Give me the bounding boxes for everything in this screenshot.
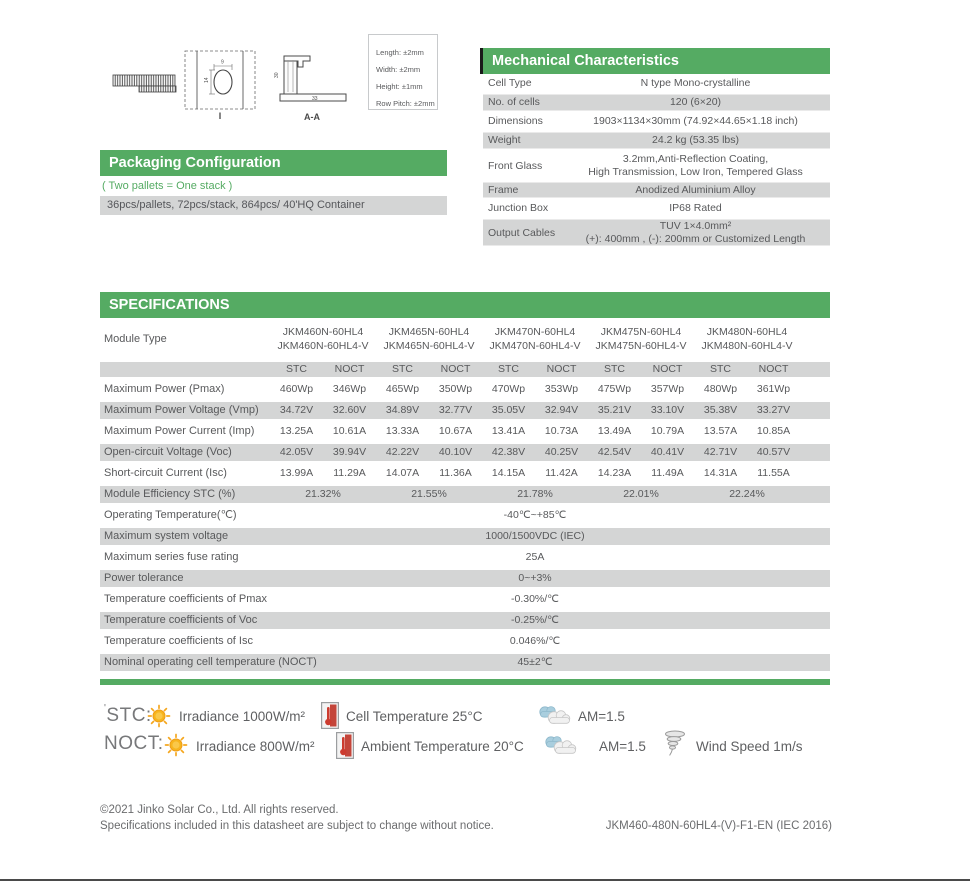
legend-text: AM=1.5: [578, 709, 625, 724]
row-value: 0~+3%: [518, 572, 552, 584]
spec-value: 42.71V: [703, 446, 738, 458]
mech-row: [483, 181, 830, 199]
packaging-row: 36pcs/pallets, 72pcs/stack, 864pcs/ 40'HQ Container: [100, 196, 447, 215]
spec-value: 42.05V: [279, 446, 314, 458]
spec-value: 11.29A: [333, 467, 366, 479]
spec-value: 42.38V: [491, 446, 526, 458]
thermometer-icon: [321, 702, 339, 729]
spec-value: 42.54V: [597, 446, 632, 458]
spec-value: 40.57V: [756, 446, 791, 458]
sun-icon: [164, 733, 188, 757]
spec-value: 350Wp: [438, 383, 473, 395]
spec-row: [100, 463, 830, 484]
row-value: -40℃~+85℃: [503, 509, 567, 521]
spec-value: 361Wp: [756, 383, 791, 395]
spec-row: [100, 400, 830, 421]
spec-span-row: [100, 547, 830, 568]
spec-value: 14.23A: [597, 467, 632, 479]
condition-cell: NOCT: [440, 363, 471, 375]
mech-row: [483, 74, 830, 93]
spec-value: 14.31A: [703, 467, 738, 479]
row-label: Maximum Power Voltage (Vmp): [104, 404, 259, 416]
spec-value: 39.94V: [332, 446, 367, 458]
row-label: Short-circuit Current (Isc): [104, 467, 227, 479]
spec-value: 22.24%: [729, 488, 765, 500]
spec-span-row: [100, 505, 830, 526]
module-side-view-drawing: [112, 72, 182, 96]
row-label: Dimensions: [488, 115, 543, 127]
row-label: Output Cables: [488, 226, 556, 239]
row-value: TUV 1×4.0mm²: [659, 220, 732, 232]
spec-value: 465Wp: [385, 383, 420, 395]
tolerance-item: Width: ±2mm: [376, 65, 421, 74]
row-label: Module Type: [104, 333, 167, 345]
row-label: Junction Box: [488, 202, 549, 214]
detail-label: I: [218, 111, 222, 121]
efficiency-row: [100, 484, 830, 505]
mech-row: [483, 199, 830, 218]
spec-value: 10.79A: [650, 425, 685, 437]
row-value: Anodized Aluminium Alloy: [635, 184, 756, 196]
condition-cell: STC: [286, 363, 307, 375]
page-bottom-rule: [0, 879, 970, 881]
spec-value: 357Wp: [650, 383, 685, 395]
spec-value: 35.05V: [491, 404, 526, 416]
module-type: JKM475N-60HL4 JKM475N-60HL4-V: [595, 326, 687, 352]
condition-cell: NOCT: [758, 363, 789, 375]
row-value: High Transmission, Low Iron, Tempered Glass: [588, 165, 803, 178]
spec-row: [100, 442, 830, 463]
hole-width-dim: 9: [221, 59, 224, 66]
spec-span-row: [100, 631, 830, 652]
row-value: 120 (6×20): [669, 96, 722, 108]
row-label: Temperature coefficients of Isc: [104, 635, 253, 647]
noct-label: NOCT:: [104, 733, 164, 754]
thermometer-icon: [336, 732, 354, 759]
row-value: 25A: [525, 551, 545, 563]
row-value: 3.2mm,Anti-Reflection Coating,: [622, 152, 769, 165]
row-label: Maximum series fuse rating: [104, 551, 239, 563]
row-value: -0.30%/℃: [511, 593, 559, 605]
stc-superscript-mark: ': [104, 703, 107, 714]
spec-span-row: [100, 568, 830, 589]
condition-cell: STC: [710, 363, 731, 375]
legend-text: AM=1.5: [599, 739, 646, 754]
spec-value: 35.38V: [703, 404, 738, 416]
legend-text: Ambient Temperature 20°C: [361, 739, 524, 754]
spec-value: 21.32%: [305, 488, 341, 500]
spec-value: 14.15A: [491, 467, 526, 479]
row-label: Power tolerance: [104, 572, 184, 584]
condition-cell: STC: [498, 363, 519, 375]
spec-span-row: [100, 652, 830, 673]
row-value: 1903×1134×30mm (74.92×44.65×1.18 inch): [593, 115, 798, 127]
spec-span-row: [100, 526, 830, 547]
stc-label: 'STC:: [104, 703, 152, 726]
spec-span-row: [100, 589, 830, 610]
packaging-section: [100, 150, 447, 215]
mechanical-section: [483, 48, 830, 247]
tolerance-item: Height: ±1mm: [376, 82, 423, 91]
sun-icon: [147, 704, 171, 728]
legend-text: Cell Temperature 25°C: [346, 709, 483, 724]
spec-value: 11.49A: [651, 467, 684, 479]
spec-value: 32.60V: [332, 404, 367, 416]
spec-value: 13.57A: [703, 425, 738, 437]
spec-value: 14.07A: [385, 467, 420, 479]
spec-row: [100, 379, 830, 400]
spec-value: 33.27V: [756, 404, 791, 416]
mounting-hole-detail-drawing: [184, 50, 256, 110]
row-label: Cell Type: [488, 77, 532, 89]
frame-height-dim: 30: [274, 72, 280, 78]
row-value: 0.046%/℃: [509, 635, 561, 647]
spec-value: 32.77V: [438, 404, 473, 416]
packaging-title: Packaging Configuration: [100, 150, 447, 176]
spec-value: 13.41A: [491, 425, 526, 437]
row-label: Module Efficiency STC (%): [104, 488, 236, 500]
module-type: JKM480N-60HL4 JKM480N-60HL4-V: [701, 326, 793, 352]
spec-value: 10.61A: [332, 425, 367, 437]
footer-doc-code: JKM460-480N-60HL4-(V)-F1-EN (IEC 2016): [605, 820, 832, 832]
legend-text: Irradiance 800W/m²: [196, 739, 315, 754]
mech-row: [483, 150, 830, 181]
spec-value: 346Wp: [332, 383, 367, 395]
row-value: N type Mono-crystalline: [640, 77, 751, 89]
specifications-section: [100, 292, 830, 686]
spec-value: 470Wp: [491, 383, 526, 395]
spec-value: 353Wp: [544, 383, 579, 395]
footer-notice: Specifications included in this datasheet are subject to change without notice.: [100, 820, 494, 832]
spec-value: 460Wp: [279, 383, 314, 395]
frame-cross-section-drawing: [272, 46, 352, 110]
module-type: JKM465N-60HL4 JKM465N-60HL4-V: [383, 326, 475, 352]
spec-value: 10.85A: [756, 425, 791, 437]
row-label: Weight: [488, 134, 521, 146]
spec-value: 34.72V: [279, 404, 314, 416]
spec-value: 13.99A: [279, 467, 314, 479]
clouds-icon: [541, 734, 579, 758]
row-label: Maximum Power Current (Imp): [104, 425, 255, 437]
row-label: Maximum system voltage: [104, 530, 229, 542]
row-label: Open-circuit Voltage (Voc): [104, 446, 232, 458]
mech-row: [483, 112, 830, 131]
row-label: Front Glass: [488, 159, 543, 172]
hole-height-dim: 14: [204, 77, 210, 83]
spec-value: 10.67A: [438, 425, 473, 437]
row-label: Temperature coefficients of Voc: [104, 614, 258, 626]
row-value: 1000/1500VDC (IEC): [485, 530, 585, 542]
tolerance-box: [368, 34, 438, 110]
spec-value: 40.41V: [650, 446, 685, 458]
row-label: No. of cells: [488, 96, 540, 108]
condition-cell: STC: [604, 363, 625, 375]
condition-cell: NOCT: [652, 363, 683, 375]
legend-text: Wind Speed 1m/s: [696, 739, 803, 754]
condition-cell: STC: [392, 363, 413, 375]
spec-value: 11.55A: [757, 467, 790, 479]
condition-cell: NOCT: [546, 363, 577, 375]
row-value: IP68 Rated: [669, 202, 722, 214]
packaging-note: ( Two pallets = One stack ): [102, 180, 233, 192]
row-value: 45±2℃: [517, 656, 553, 668]
condition-cell: NOCT: [334, 363, 365, 375]
row-label: Nominal operating cell temperature (NOCT): [104, 656, 317, 668]
row-value: (+): 400mm , (-): 200mm or Customized Length: [585, 232, 806, 245]
row-label: Frame: [488, 184, 519, 196]
legend-text: Irradiance 1000W/m²: [179, 709, 306, 724]
spec-value: 21.78%: [517, 488, 553, 500]
spec-value: 11.36A: [439, 467, 472, 479]
specifications-title: SPECIFICATIONS: [100, 292, 830, 318]
spec-value: 33.10V: [650, 404, 685, 416]
spec-value: 13.25A: [279, 425, 314, 437]
spec-row: [100, 421, 830, 442]
spec-value: 42.22V: [385, 446, 420, 458]
spec-value: 10.73A: [544, 425, 579, 437]
section-label: A-A: [304, 112, 320, 122]
module-type-row: [100, 318, 830, 360]
spec-value: 21.55%: [411, 488, 447, 500]
spec-value: 32.94V: [544, 404, 579, 416]
spec-value: 40.25V: [544, 446, 579, 458]
spec-value: 11.42A: [545, 467, 578, 479]
footer-copyright: ©2021 Jinko Solar Co., Ltd. All rights reserved.: [100, 804, 339, 816]
row-label: Temperature coefficients of Pmax: [104, 593, 268, 605]
spec-value: 35.21V: [597, 404, 632, 416]
module-type: JKM470N-60HL4 JKM470N-60HL4-V: [489, 326, 581, 352]
mech-row: [483, 131, 830, 150]
clouds-icon: [535, 704, 573, 728]
mech-row: [483, 93, 830, 112]
condition-header-row: [100, 360, 830, 379]
spec-value: 480Wp: [703, 383, 738, 395]
mech-row: [483, 218, 830, 247]
row-label: Operating Temperature(℃): [104, 509, 237, 521]
frame-base-dim: 33: [312, 95, 318, 102]
green-divider: [100, 679, 830, 685]
row-value: 24.2 kg (53.35 lbs): [652, 134, 739, 146]
tolerance-item: Row Pitch: ±2mm: [376, 99, 435, 108]
tolerance-item: Length: ±2mm: [376, 48, 424, 57]
spec-value: 475Wp: [597, 383, 632, 395]
spec-value: 34.89V: [385, 404, 420, 416]
spec-value: 13.49A: [597, 425, 632, 437]
mechanical-title: Mechanical Characteristics: [483, 48, 830, 74]
row-label: Maximum Power (Pmax): [104, 383, 225, 395]
spec-span-row: [100, 610, 830, 631]
module-type: JKM460N-60HL4 JKM460N-60HL4-V: [277, 326, 369, 352]
spec-value: 40.10V: [438, 446, 473, 458]
spec-value: 22.01%: [623, 488, 659, 500]
tornado-icon: [663, 730, 687, 758]
row-value: -0.25%/℃: [511, 614, 559, 626]
spec-value: 13.33A: [385, 425, 420, 437]
